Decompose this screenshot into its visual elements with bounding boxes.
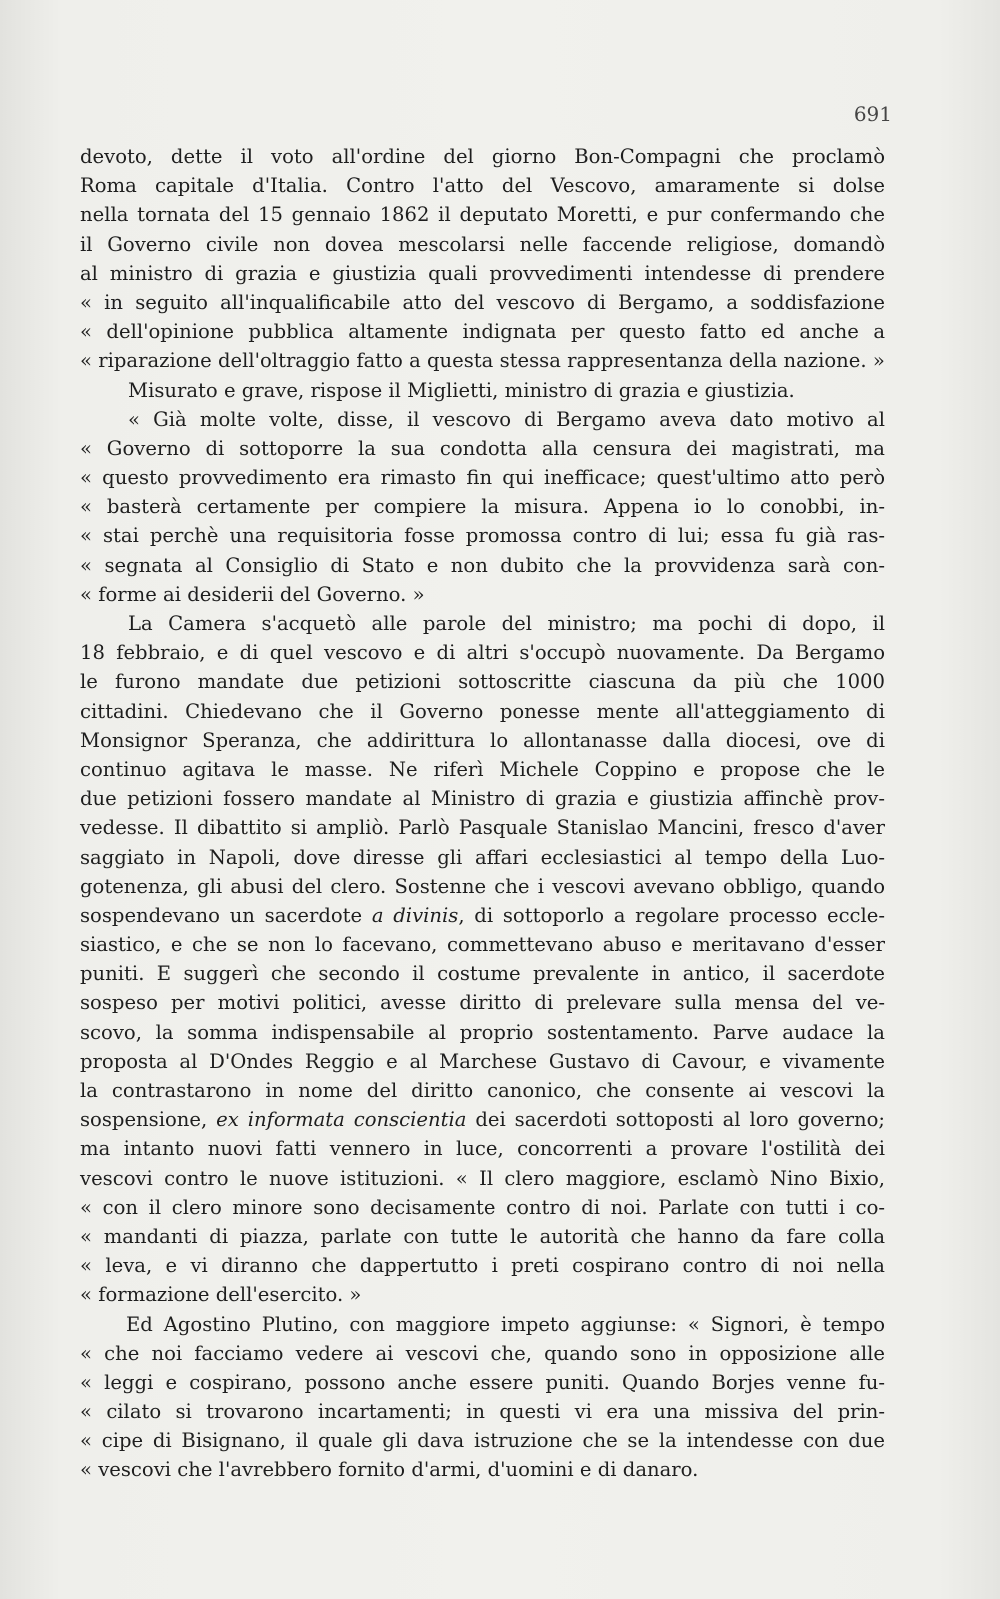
text-line: sospendevano un sacerdote a divinis, di sottoporlo a regolare processo eccle- — [80, 903, 886, 927]
text-line: gotenenza, gli abusi del clero. Sostenne che i vescovi avevano obbligo, quando — [80, 874, 885, 898]
text-line: scovo, la somma indispensabile al proprio sostentamento. Parve audace la — [80, 1020, 885, 1044]
text-line: « forme ai desiderii del Governo. » — [80, 582, 425, 606]
text-line: proposta al D'Ondes Reggio e al Marchese Gustavo di Cavour, e vivamente — [80, 1049, 885, 1073]
text-line: la contrastarono in nome del diritto canonico, che consente ai vescovi la — [80, 1079, 885, 1102]
text-line: « vescovi che l'avrebbero fornito d'armi, d'uomini e di danaro. — [80, 1458, 699, 1482]
text-line: « che noi facciamo vedere ai vescovi che, quando sono in opposizione alle — [80, 1341, 885, 1365]
text-line: Misurato e grave, rispose il Miglietti, ministro di grazia e giustizia. — [128, 378, 795, 402]
text-line: siastico, e che se non lo facevano, commettevano abuso e meritavano d'esser — [80, 933, 885, 957]
text-line: nella tornata del 15 gennaio 1862 il deputato Moretti, e pur confermando che — [80, 203, 885, 227]
text-line: « questo provvedimento era rimasto fin qui inefficace; quest'ultimo atto però — [80, 466, 885, 490]
text-line: vedesse. Il dibattito si ampliò. Parlò Pasquale Stanislao Mancini, fresco d'aver — [80, 816, 885, 840]
text-line: « stai perchè una requisitoria fosse promossa contro di lui; essa fu già ras- — [80, 524, 885, 548]
text-line: « basterà certamente per compiere la misura. Appena io lo conobbi, in- — [80, 495, 885, 519]
text-line: « riparazione dell'oltraggio fatto a questa stessa rappresentanza della nazione. » — [80, 349, 885, 373]
page-number: 691 — [853, 102, 892, 126]
text-line: puniti. E suggerì che secondo il costume prevalente in antico, il sacerdote — [80, 962, 885, 986]
text-line: « Governo di sottoporre la sua condotta alla censura dei magistrati, ma — [80, 436, 885, 460]
text-line: « mandanti di piazza, parlate con tutte le autorità che hanno da fare colla — [80, 1224, 885, 1248]
text-line: 18 febbraio, e di quel vescovo e di altri s'occupò nuovamente. Da Bergamo — [80, 641, 885, 665]
text-line: sospensione, ex informata conscientia dei sacerdoti sottoposti al loro governo; — [80, 1108, 885, 1132]
text-line: saggiato in Napoli, dove diresse gli affari ecclesiastici al tempo della Luo- — [80, 845, 885, 869]
text-line: « cipe di Bisignano, il quale gli dava istruzione che se la intendesse con due — [80, 1429, 885, 1453]
text-line: cittadini. Chiedevano che il Governo ponesse mente all'atteggiamento di — [80, 699, 885, 723]
text-line: ma intanto nuovi fatti vennero in luce, concorrenti a provare l'ostilità dei — [80, 1137, 885, 1161]
text-line: « in seguito all'inqualificabile atto del vescovo di Bergamo, a soddisfazione — [80, 290, 885, 314]
text-line: il Governo civile non dovea mescolarsi nelle faccende religiose, domandò — [80, 232, 885, 256]
text-line: devoto, dette il voto all'ordine del giorno Bon-Compagni che proclamò — [80, 145, 885, 168]
text-line: « Già molte volte, disse, il vescovo di Bergamo aveva dato motivo al — [128, 407, 885, 431]
text-line: La Camera s'acquetò alle parole del ministro; ma pochi di dopo, il — [128, 612, 885, 635]
text-line: al ministro di grazia e giustizia quali provvedimenti intendesse di prendere — [80, 261, 885, 285]
text-line: sospeso per motivi politici, avesse diritto di prelevare sulla mensa del ve- — [80, 991, 885, 1015]
text-line: « segnata al Consiglio di Stato e non dubito che la provvidenza sarà con- — [80, 553, 885, 577]
text-line: « con il clero minore sono decisamente contro di noi. Parlate con tutti i co- — [80, 1195, 885, 1219]
text-line: Ed Agostino Plutino, con maggiore impeto aggiunse: « Signori, è tempo — [126, 1312, 885, 1336]
text-line: Monsignor Speranza, che addirittura lo allontanasse dalla diocesi, ove di — [80, 728, 885, 752]
text-line: due petizioni fossero mandate al Ministro di grazia e giustizia affinchè prov- — [80, 787, 885, 811]
text-line: « leva, e vi diranno che dappertutto i preti cospirano contro di noi nella — [80, 1254, 885, 1278]
text-line: « dell'opinione pubblica altamente indignata per questo fatto ed anche a — [80, 320, 885, 344]
text-line: « leggi e cospirano, possono anche essere puniti. Quando Borjes venne fu- — [80, 1370, 885, 1394]
text-line: vescovi contro le nuove istituzioni. « Il clero maggiore, esclamò Nino Bixio, — [80, 1166, 885, 1190]
text-line: « cilato si trovarono incartamenti; in questi vi era una missiva del prin- — [80, 1400, 885, 1424]
text-line: le furono mandate due petizioni sottoscritte ciascuna da più che 1000 — [80, 670, 885, 694]
text-line: Roma capitale d'Italia. Contro l'atto del Vescovo, amaramente si dolse — [80, 174, 885, 198]
body-text — [80, 142, 885, 1485]
text-line: « formazione dell'esercito. » — [80, 1283, 362, 1307]
text-line: continuo agitava le masse. Ne riferì Michele Coppino e propose che le — [80, 757, 885, 781]
